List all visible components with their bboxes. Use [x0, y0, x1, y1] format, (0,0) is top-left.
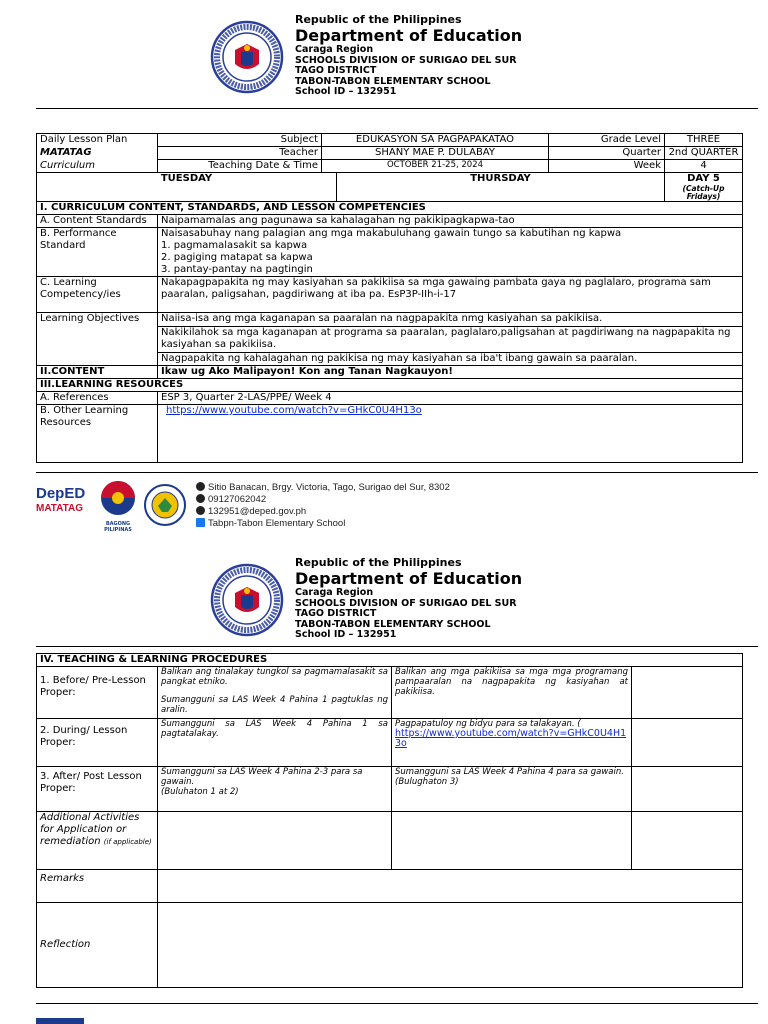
matatag-label: MATATAG [37, 147, 158, 160]
department-title: Department of Education [295, 26, 523, 45]
section3-heading: III.LEARNING RESOURCES [37, 379, 743, 392]
dlp-label: Daily Lesson Plan [37, 134, 158, 147]
after-day5 [632, 767, 743, 812]
competency-value: Nakapagpapakita ng may kasiyahan sa pakikiisa sa mga gawaing pambata gaya ng paglalaro, programa sam paaralan, paligsahan, pagdiriwang at iba pa. EsP3P-IIh-i-17 [158, 277, 743, 313]
additional-cell [37, 812, 158, 870]
subject-label: Subject [158, 134, 322, 147]
phone-icon [196, 494, 205, 503]
objective-3: Nagpapakita ng kahalagahan ng pakikisa ng may kasiyahan sa iba't ibang gawain sa paaralan. [158, 353, 743, 366]
location-icon [196, 482, 205, 491]
footer-divider [36, 472, 758, 473]
division-text: SCHOOLS DIVISION OF SURIGAO DEL SUR [295, 54, 517, 66]
section4-heading: IV. TEACHING & LEARNING PROCEDURES [37, 654, 743, 667]
subject-value: EDUKASYON SA PAGPAPAKATAO [322, 134, 549, 147]
perf-item: 1. pagmamalasakit sa kapwa [161, 240, 308, 251]
day-tuesday: TUESDAY [37, 173, 337, 202]
objectives-label: Learning Objectives [37, 313, 158, 366]
phone-text: 09127062042 [208, 494, 267, 505]
perf-std-cell [158, 228, 743, 277]
during-thu-text: Pagpapatuloy ng bidyu para sa talakayan. ( [395, 719, 581, 729]
teacher-value: SHANY MAE P. DULABAY [322, 147, 549, 160]
department-title: Department of Education [295, 569, 523, 588]
perf-item: 2. pagiging matapat sa kapwa [161, 252, 313, 263]
reflection-value [158, 903, 743, 988]
address-text: Sitio Banacan, Brgy. Victoria, Tago, Surigao del Sur, 8302 [208, 482, 450, 493]
additional-day5 [632, 812, 743, 870]
deped-wordmark: DepED [36, 485, 86, 502]
contact-block [196, 482, 450, 530]
after-thu-note: (Bulughaton 3) [395, 777, 459, 787]
school-id: School ID – 132951 [295, 629, 397, 640]
grade-value: THREE [665, 134, 743, 147]
bagong-pilipinas-text: BAGONG PILIPINAS [104, 521, 132, 533]
content-std-value: Naipamamalas ang pagunawa sa kahalagahan ng pakikipagkapwa-tao [158, 215, 743, 228]
content-std-label: A. Content Standards [37, 215, 158, 228]
day-5-label: DAY 5 [687, 173, 720, 184]
section1-heading: I. CURRICULUM CONTENT, STANDARDS, AND LESSON COMPETENCIES [37, 202, 743, 215]
week-value: 4 [665, 160, 743, 173]
footer-divider [36, 1003, 758, 1004]
date-label: Teaching Date & Time [158, 160, 322, 173]
email-line [196, 506, 450, 518]
quarter-label: Quarter [549, 147, 665, 160]
matatag-wordmark: MATATAG [36, 503, 84, 514]
week-label: Week [549, 160, 665, 173]
after-thu-text: Sumangguni sa LAS Week 4 Pahina 4 para sa gawain. [395, 767, 624, 777]
lesson-plan-table [36, 133, 743, 463]
school-header [295, 556, 522, 641]
perf-item: 3. pantay-pantay na pagtingin [161, 264, 313, 275]
content-value: Ikaw ug Ako Malipayon! Kon ang Tanan Nagkauyon! [158, 366, 743, 379]
school-name: TABON-TABON ELEMENTARY SCHOOL [295, 75, 491, 87]
catchup-note: (Catch-Up Fridays) [682, 184, 725, 201]
before-thursday: Balikan ang mga pakikiisa sa mga mga programang pampaaralan na nagpapakita ng kasiyahan at pakikiisa. [392, 667, 632, 719]
before-label: 1. Before/ Pre-Lesson Proper: [37, 667, 158, 719]
additional-label: Additional Activities for Application or remediation [40, 812, 140, 847]
reflection-label: Reflection [37, 903, 158, 988]
quarter-value: 2nd QUARTER [665, 147, 743, 160]
school-seal [144, 484, 186, 530]
teacher-label: Teacher [158, 147, 322, 160]
perf-std-label: B. Performance Standard [37, 228, 158, 277]
before-tue-text-2: Sumangguni sa LAS Week 4 Pahina 1 pagtuklas ng aralin. [161, 695, 388, 715]
procedures-table [36, 653, 743, 988]
perf-std-value: Naisasabuhay nang palagian ang mga makabuluhang gawain tungo sa kabutihan ng kapwa [161, 228, 622, 239]
deped-matatag-logo [36, 485, 94, 527]
region-text: Caraga Region [295, 44, 374, 55]
bagong-pilipinas-logo [96, 479, 140, 533]
header-divider [36, 108, 758, 109]
district-text: TAGO DISTRICT [295, 65, 377, 76]
during-video-link[interactable]: https://www.youtube.com/watch?v=GHkC0U4H13o [395, 728, 627, 749]
youtube-link[interactable]: https://www.youtube.com/watch?v=GHkC0U4H13o [166, 405, 422, 416]
objective-2: Nakikilahok sa mga kaganapan at programa sa paaralan, paglalaro,paligsahan at pagdiriwang na nagpapakita ng kasiyahan sa pakikiisa. [158, 327, 743, 353]
school-name: TABON-TABON ELEMENTARY SCHOOL [295, 618, 491, 630]
during-tuesday: Sumangguni sa LAS Week 4 Pahina 1 sa pagtatalakay. [158, 719, 392, 767]
republic-text: Republic of the Philippines [295, 13, 462, 26]
during-thursday [392, 719, 632, 767]
references-value: ESP 3, Quarter 2-LAS/PPE/ Week 4 [158, 392, 743, 405]
deped-matatag-logo [36, 1018, 84, 1024]
phone-line [196, 494, 450, 506]
deped-seal [210, 563, 284, 641]
additional-thursday [392, 812, 632, 870]
day-thursday: THURSDAY [337, 173, 665, 202]
facebook-text: Tabpn-Tabon Elementary School [208, 518, 346, 529]
before-tue-text-1: Balikan ang tinalakay tungkol sa pagmamalasakit sa pangkat etniko. [161, 667, 388, 687]
division-text: SCHOOLS DIVISION OF SURIGAO DEL SUR [295, 597, 517, 609]
objective-1: Naiisa-isa ang mga kaganapan sa paaralan na nagpapakita nmg kasiyahan sa pakikiisa. [158, 313, 743, 327]
after-tuesday [158, 767, 392, 812]
after-tue-note: (Buluhaton 1 at 2) [161, 787, 239, 797]
facebook-line [196, 518, 450, 530]
region-text: Caraga Region [295, 587, 374, 598]
email-text: 132951@deped.gov.ph [208, 506, 307, 517]
references-label: A. References [37, 392, 158, 405]
date-value: OCTOBER 21-25, 2024 [322, 160, 549, 173]
republic-text: Republic of the Philippines [295, 556, 462, 569]
after-tue-text: Sumangguni sa LAS Week 4 Pahina 2-3 para sa gawain. [161, 767, 363, 787]
address-line [196, 482, 450, 494]
after-thursday [392, 767, 632, 812]
other-resources-cell [158, 405, 743, 463]
remarks-label: Remarks [37, 870, 158, 903]
content-label: II.CONTENT [37, 366, 158, 379]
additional-tuesday [158, 812, 392, 870]
other-resources-label: B. Other Learning Resources [37, 405, 158, 463]
during-label: 2. During/ Lesson Proper: [37, 719, 158, 767]
after-label: 3. After/ Post Lesson Proper: [37, 767, 158, 812]
day-5-cell [665, 173, 743, 202]
before-tuesday [158, 667, 392, 719]
header-divider [36, 646, 758, 647]
grade-label: Grade Level [549, 134, 665, 147]
school-header [295, 13, 522, 98]
curriculum-label: Curriculum [37, 160, 158, 173]
additional-note: (if applicable) [103, 838, 152, 846]
competency-label: C. Learning Competency/ies [37, 277, 158, 313]
email-icon [196, 506, 205, 515]
before-day5 [632, 667, 743, 719]
during-day5 [632, 719, 743, 767]
school-id: School ID – 132951 [295, 86, 397, 97]
deped-seal [210, 20, 284, 98]
remarks-value [158, 870, 743, 903]
facebook-icon [196, 518, 205, 527]
district-text: TAGO DISTRICT [295, 608, 377, 619]
